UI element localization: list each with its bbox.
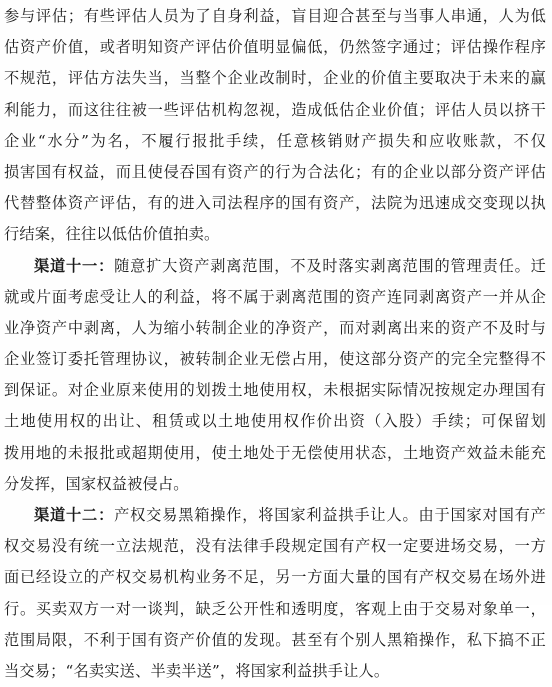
heading-line xyxy=(4,500,546,531)
text-line: 到保证。对企业原来使用的划拨土地使用权，未根据实际情况按规定办理国有 xyxy=(4,381,546,400)
text-line: 土地使用权的出让、租赁或以土地使用权作价出资（入股）手续；可保留划 xyxy=(4,412,546,431)
text-line: 估资产价值，或者明知资产评估价值明显偏低，仍然签字通过；评估操作程序 xyxy=(4,38,546,57)
text-line: 面已经设立的产权交易机构业务不足，另一方面大量的国有产权交易在场外进 xyxy=(4,568,546,587)
text-line: 行结案，往往以低估价值拍卖。 xyxy=(4,225,220,244)
text-line: 拨用地的未报批或超期使用，使土地处于无偿使用状态，土地资产效益未能充 xyxy=(4,443,546,462)
text-line: 参与评估；有些评估人员为了自身利益，盲目迎合甚至与当事人串通，人为低 xyxy=(4,7,546,25)
channel-heading: 渠道十一： xyxy=(34,256,115,275)
text-line: 分发挥，国家权益被侵占。 xyxy=(4,474,189,493)
text-line: 利能力，而这往往被一些评估机构忽视，造成低估企业价值；评估人员以挤干 xyxy=(4,100,546,119)
heading-line xyxy=(4,251,546,282)
text-line: 企业签订委托管理协议，被转制企业无偿占用，使这部分资产的完全完整得不 xyxy=(4,350,546,369)
text-line: 代替整体资产评估，有的进入司法程序的国有资产，法院为迅速成交变现以执 xyxy=(4,194,546,213)
text-line: 不规范，评估方法失当，当整个企业改制时，企业的价值主要取决于未来的赢 xyxy=(4,69,546,88)
heading-line-text: 产权交易黑箱操作，将国家利益拱手让人。由于国家对国有产 xyxy=(114,506,546,524)
text-line: 就或片面考虑受让人的利益，将不属于剥离范围的资产连同剥离资产一并从企 xyxy=(4,287,546,306)
heading-line-text: 随意扩大资产剥离范围，不及时落实剥离范围的管理责任。迁 xyxy=(114,256,546,275)
channel-heading: 渠道十二： xyxy=(34,506,115,524)
text-line: 范围局限，不利于国有资产价值的发现。甚至有个别人黑箱操作，私下搞不正 xyxy=(4,630,546,649)
text-line: 业净资产中剥离，人为缩小转制企业的净资产，而对剥离出来的资产不及时与 xyxy=(4,318,546,337)
text-line: 当交易；“名卖实送、半卖半送”，将国家利益拱手让人。 xyxy=(4,661,390,680)
text-line: 权交易没有统一立法规范，没有法律手段规定国有产权一定要进场交易，一方 xyxy=(4,537,546,556)
paragraph-evaluation xyxy=(0,1,552,251)
text-line: 损害国有权益，而且使侵吞国有资产的行为合法化；有的企业以部分资产评估 xyxy=(4,162,546,181)
text-line: 企业“水分”为名，不履行报批手续，任意核销财产损失和应收账款，不仅 xyxy=(4,131,546,150)
text-line: 行。买卖双方一对一谈判，缺乏公开性和透明度，客观上由于交易对象单一， xyxy=(4,599,546,618)
paragraph-channel-twelve xyxy=(0,500,552,687)
paragraph-channel-eleven xyxy=(0,251,552,501)
